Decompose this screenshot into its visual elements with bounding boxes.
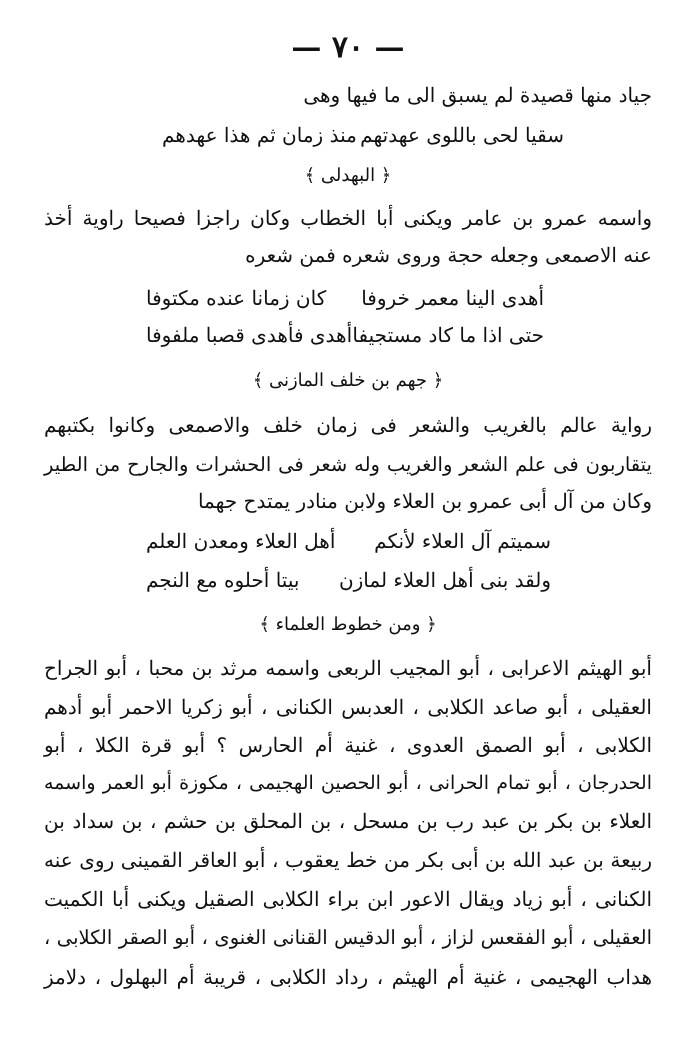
text-line: الكلابى ، أبو الصمق العدوى ، غنية أم الحارس ؟ أبو قرة الكلا ، أبو (44, 733, 652, 757)
verse-second-hemistich: أهل العلاء ومعدن العلم (146, 529, 336, 553)
page-number: — ٧٠ — (291, 30, 405, 65)
verse-first-hemistich: حتى اذا ما كاد مستجيفا (352, 323, 544, 347)
text-line: الحدرجان ، أبو تمام الحرانى ، أبو الحصين الهجيمى ، مكوزة أبو العمر واسمه (44, 772, 652, 794)
text-line: العقيلى ، أبو صاعد الكلابى ، العدبس الكنانى ، أبو زكريا الاحمر أبو أدهم (44, 695, 652, 719)
verse-first-hemistich: سقيا لحى باللوى عهدتهم (360, 123, 564, 147)
text-line: واسمه عمرو بن عامر ويكنى أبا الخطاب وكان راجزا فصيحا راوية أخذ (44, 206, 652, 230)
verse-second-hemistich: منذ زمان ثم هذا عهدهم (162, 123, 357, 147)
verse-first-hemistich: سميتم آل العلاء لأنكم (374, 529, 551, 553)
text-line: هداب الهجيمى ، غنية أم الهيثم ، رداد الكلابى ، قريبة أم البهلول ، دلامز (44, 965, 652, 989)
verse-second-hemistich: كان زمانا عنده مكتوفا (146, 286, 327, 310)
text-line: أبو الهيثم الاعرابى ، أبو المجيب الربعى واسمه مرثد بن محبا ، أبو الجراح (44, 656, 652, 680)
section-heading: ﴿ جهم بن خلف المازنى ﴾ (252, 370, 444, 391)
text-line: العلاء بن بكر بن عبد رب بن مسحل ، بن المحلق بن حشم ، بن سداد بن (44, 809, 652, 833)
text-line: جياد منها قصيدة لم يسبق الى ما فيها وهى (303, 83, 652, 107)
text-line: العقيلى ، أبو الفقعس لزاز ، أبو الدقيس القنانى الغنوى ، أبو الصقر الكلابى ، (44, 926, 652, 949)
section-heading: ﴿ البهدلى ﴾ (304, 165, 392, 186)
verse-second-hemistich: أهدى فأهدى قصبا ملفوفا (146, 323, 353, 347)
text-line: رواية عالم بالغريب والشعر فى زمان خلف والاصمعى وكانوا بكتبهم (44, 413, 653, 437)
verse-first-hemistich: ولقد بنى أهل العلاء لمازن (338, 568, 551, 592)
text-line: يتقاربون فى علم الشعر والغريب وله شعر فى الحشرات والجارح من الطير (44, 453, 652, 476)
text-line: عنه الاصمعى وجعله حجة وروى شعره فمن شعره (245, 243, 652, 267)
text-line: وكان من آل أبى عمرو بن العلاء ولابن منادر يمتدح جهما (197, 489, 652, 513)
text-line: الكنانى ، أبو زياد ويقال الاعور ابن براء الكلابى الصقيل ويكنى أبا الكميت (44, 887, 652, 911)
section-heading: ﴿ ومن خطوط العلماء ﴾ (259, 614, 437, 635)
verse-first-hemistich: أهدى الينا معمر خروفا (361, 286, 544, 310)
verse-second-hemistich: بيتا أحلوه مع النجم (146, 568, 300, 592)
text-line: ربيعة بن عبد الله بن أبى بكر من خط يعقوب ، أبو العاقر القمينى روى عنه (44, 848, 652, 872)
